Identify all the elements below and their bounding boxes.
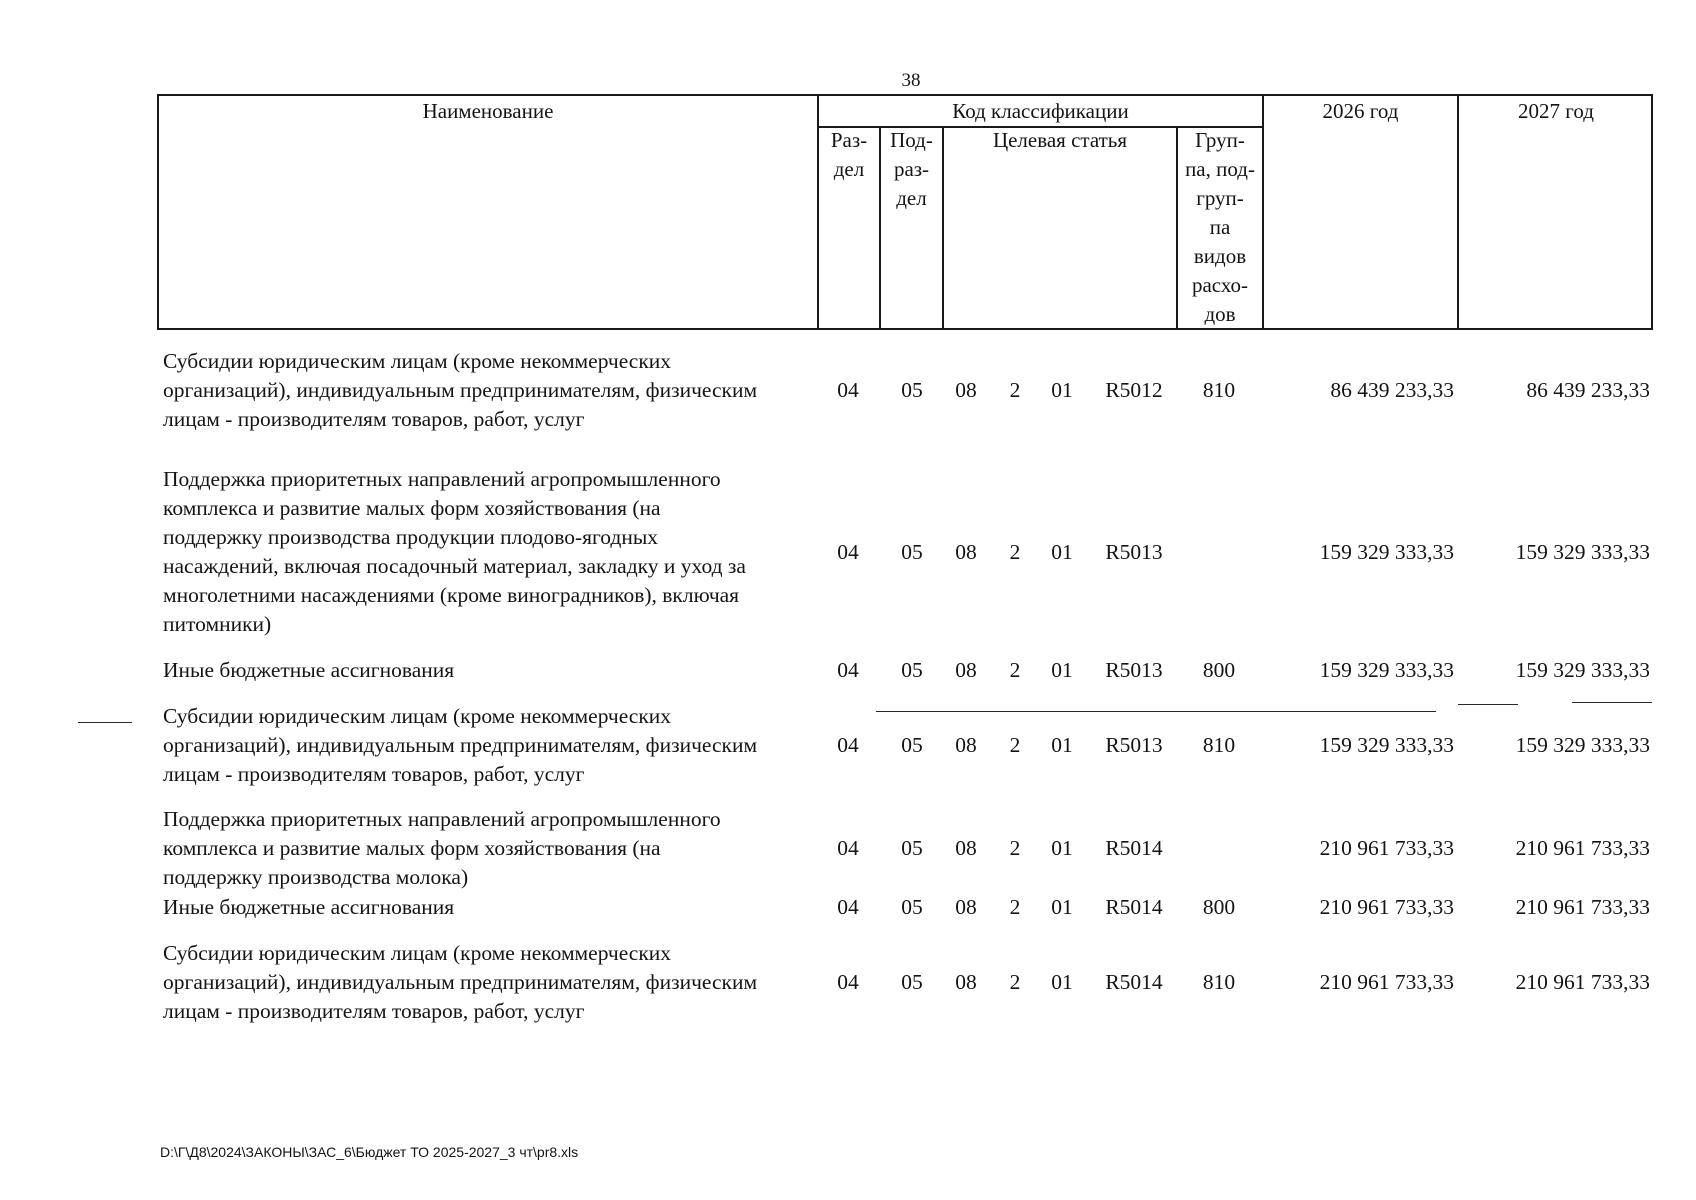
row-target-4: R5013 — [1105, 733, 1163, 757]
row-amount-2027: 159 329 333,33 — [1515, 658, 1650, 682]
row-target-1: 08 — [955, 658, 977, 682]
row-target-1: 08 — [955, 970, 977, 994]
row-expense-group: 810 — [1202, 733, 1236, 757]
row-expense-group: 800 — [1202, 895, 1236, 919]
table-header — [157, 94, 1653, 330]
row-razdel: 04 — [837, 378, 859, 402]
row-target-3: 01 — [1051, 733, 1073, 757]
row-podrazdel: 05 — [901, 378, 923, 402]
header-year-2026: 2026 год — [1322, 99, 1399, 123]
scan-artifact-line — [876, 711, 1436, 712]
row-razdel: 04 — [837, 733, 859, 757]
row-name: Иные бюджетные ассигнования — [163, 658, 455, 682]
row-amount-2027: 86 439 233,33 — [1526, 378, 1650, 402]
row-name: Поддержка приоритетных направлений агропромышленного комплекса и развитие малых форм хозяйствования (на поддержку производства продукции плодово-ягодных насаждений, включая посадочный материал, закладку и уход за многолетними насаждениями (кроме виноградников), включая питомники) — [163, 467, 746, 636]
row-podrazdel: 05 — [901, 836, 923, 860]
row-target-3: 01 — [1051, 540, 1073, 564]
row-target-2: 2 — [1009, 733, 1021, 757]
row-amount-2027: 210 961 733,33 — [1515, 836, 1650, 860]
row-target-1: 08 — [955, 733, 977, 757]
header-podrazdel: Под- раз- дел — [890, 128, 933, 210]
scan-artifact-line — [1458, 704, 1518, 705]
header-name: Наименование — [422, 99, 554, 123]
row-name: Субсидии юридическим лицам (кроме некоммерческих организаций), индивидуальным предпринимателям, физическим лицам - производителям товаров, работ, услуг — [163, 704, 758, 786]
row-podrazdel: 05 — [901, 540, 923, 564]
row-name: Иные бюджетные ассигнования — [163, 895, 455, 919]
row-target-1: 08 — [955, 895, 977, 919]
row-amount-2026: 210 961 733,33 — [1319, 895, 1454, 919]
row-target-2: 2 — [1009, 540, 1021, 564]
row-razdel: 04 — [837, 540, 859, 564]
row-razdel: 04 — [837, 895, 859, 919]
row-name: Субсидии юридическим лицам (кроме некоммерческих организаций), индивидуальным предпринимателям, физическим лицам - производителям товаров, работ, услуг — [163, 349, 758, 431]
header-target-article: Целевая статья — [992, 128, 1128, 152]
divider — [942, 127, 944, 328]
row-name: Поддержка приоритетных направлений агропромышленного комплекса и развитие малых форм хозяйствования (на поддержку производства молока) — [163, 807, 721, 889]
row-target-2: 2 — [1009, 658, 1021, 682]
row-expense-group: 810 — [1202, 970, 1236, 994]
header-year-2027: 2027 год — [1518, 99, 1594, 123]
row-amount-2027: 159 329 333,33 — [1515, 540, 1650, 564]
footer-file-path: D:\Г\Д8\2024\ЗАКОНЫ\ЗАС_6\Бюджет ТО 2025-2027_3 чт\pr8.xls — [160, 1144, 579, 1160]
scan-artifact-line — [78, 722, 132, 723]
row-podrazdel: 05 — [901, 658, 923, 682]
row-razdel: 04 — [837, 970, 859, 994]
row-target-4: R5013 — [1105, 540, 1163, 564]
divider — [1262, 96, 1264, 328]
row-razdel: 04 — [837, 658, 859, 682]
row-amount-2026: 210 961 733,33 — [1319, 836, 1454, 860]
row-target-3: 01 — [1051, 658, 1073, 682]
row-target-3: 01 — [1051, 836, 1073, 860]
row-target-4: R5014 — [1105, 836, 1163, 860]
row-target-1: 08 — [955, 836, 977, 860]
row-target-2: 2 — [1009, 970, 1021, 994]
row-amount-2027: 159 329 333,33 — [1515, 733, 1650, 757]
row-podrazdel: 05 — [901, 733, 923, 757]
row-target-3: 01 — [1051, 895, 1073, 919]
row-target-1: 08 — [955, 378, 977, 402]
row-amount-2026: 210 961 733,33 — [1319, 970, 1454, 994]
divider — [1457, 96, 1459, 328]
row-target-1: 08 — [955, 540, 977, 564]
row-target-4: R5013 — [1105, 658, 1163, 682]
header-classification-code: Код классификации — [952, 99, 1129, 123]
row-podrazdel: 05 — [901, 895, 923, 919]
header-razdel: Раз- дел — [830, 128, 868, 181]
row-podrazdel: 05 — [901, 970, 923, 994]
row-amount-2026: 159 329 333,33 — [1319, 658, 1454, 682]
row-target-3: 01 — [1051, 970, 1073, 994]
row-amount-2027: 210 961 733,33 — [1515, 895, 1650, 919]
row-amount-2026: 159 329 333,33 — [1319, 733, 1454, 757]
page-number: 38 — [901, 70, 921, 91]
row-amount-2026: 159 329 333,33 — [1319, 540, 1454, 564]
row-expense-group: 800 — [1202, 658, 1236, 682]
row-target-3: 01 — [1051, 378, 1073, 402]
scan-artifact-line — [1572, 702, 1652, 703]
row-target-4: R5014 — [1105, 895, 1163, 919]
row-amount-2026: 86 439 233,33 — [1330, 378, 1454, 402]
row-amount-2027: 210 961 733,33 — [1515, 970, 1650, 994]
row-target-2: 2 — [1009, 895, 1021, 919]
row-expense-group: 810 — [1202, 378, 1236, 402]
row-target-2: 2 — [1009, 836, 1021, 860]
row-target-2: 2 — [1009, 378, 1021, 402]
row-name: Субсидии юридическим лицам (кроме некоммерческих организаций), индивидуальным предпринимателям, физическим лицам - производителям товаров, работ, услуг — [163, 941, 758, 1023]
row-target-4: R5014 — [1105, 970, 1163, 994]
header-expense-group: Груп- па, под- груп- па видов расхо- дов — [1185, 128, 1255, 326]
row-target-4: R5012 — [1105, 378, 1163, 402]
row-razdel: 04 — [837, 836, 859, 860]
